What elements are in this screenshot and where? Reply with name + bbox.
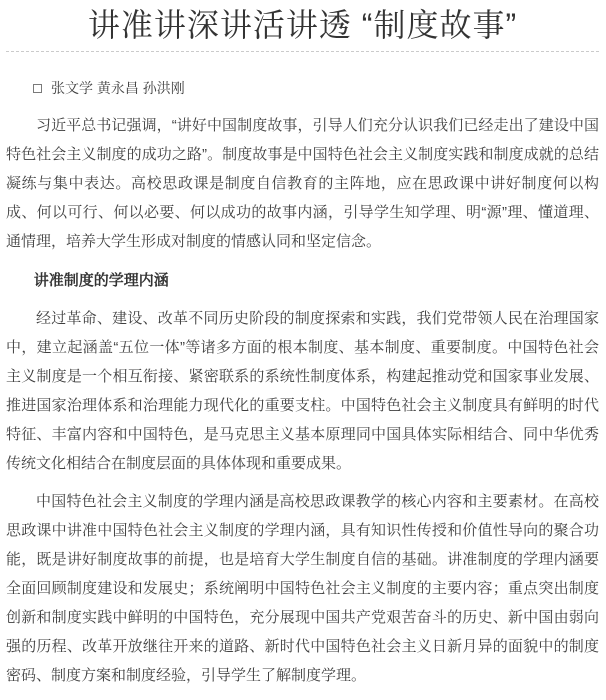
author-bullet-icon	[33, 84, 42, 93]
page-title: 讲准讲深讲活讲透 “制度故事”	[87, 7, 518, 43]
section-paragraph-2: 中国特色社会主义制度的学理内涵是高校思政课教学的核心内容和主要素材。在高校思政课中讲准中国特色社会主义制度的学理内涵，具有知识性传授和价值性导向的聚合功能，既是讲好制度故事的前提，也是培育大学生制度自信的基础。讲准制度的学理内涵要全面回顾制度建设和发展史；系统阐明中国特色社会主义制度的主要内容；重点突出制度创新和制度实践中鲜明的中国特色，充分展现中国共产党艰苦奋斗的历史、新中国由弱向强的历程、改革开放继往开来的道路、新时代中国特色社会主义日新月异的面貌中的制度密码、制度方案和制度经验，引导学生了解制度学理。	[6, 493, 599, 684]
authors-text: 张文学 黄永昌 孙洪刚	[51, 80, 185, 96]
dashed-divider	[6, 51, 599, 52]
intro-paragraph: 习近平总书记强调，“讲好中国制度故事，引导人们充分认识我们已经走出了建设中国特色社会主义制度的成功之路”。制度故事是中国特色社会主义制度实践和制度成就的总结凝练与集中表达。高校思政课是制度自信教育的主阵地，应在思政课中讲好制度何以构成、何以可行、何以必要、何以成功的故事内涵，引导学生知学理、明“源”理、懂道理、通情理，培养大学生形成对制度的情感认同和坚定信念。	[6, 117, 599, 250]
section-heading: 讲准制度的学理内涵	[33, 272, 169, 289]
authors-line	[6, 80, 599, 96]
section-paragraph-1: 经过革命、建设、改革不同历史阶段的制度探索和实践，我们党带领人民在治理国家中，建立起涵盖“五位一体”等诸多方面的根本制度、基本制度、重要制度。中国特色社会主义制度是一个相互衔接、紧密联系的系统性制度体系，构建起推动党和国家事业发展、推进国家治理体系和治理能力现代化的重要支柱。中国特色社会主义制度具有鲜明的时代特征、丰富内容和中国特色，是马克思主义基本原理同中国具体实际相结合、同中华优秀传统文化相结合在制度层面的具体体现和重要成果。	[6, 310, 599, 472]
